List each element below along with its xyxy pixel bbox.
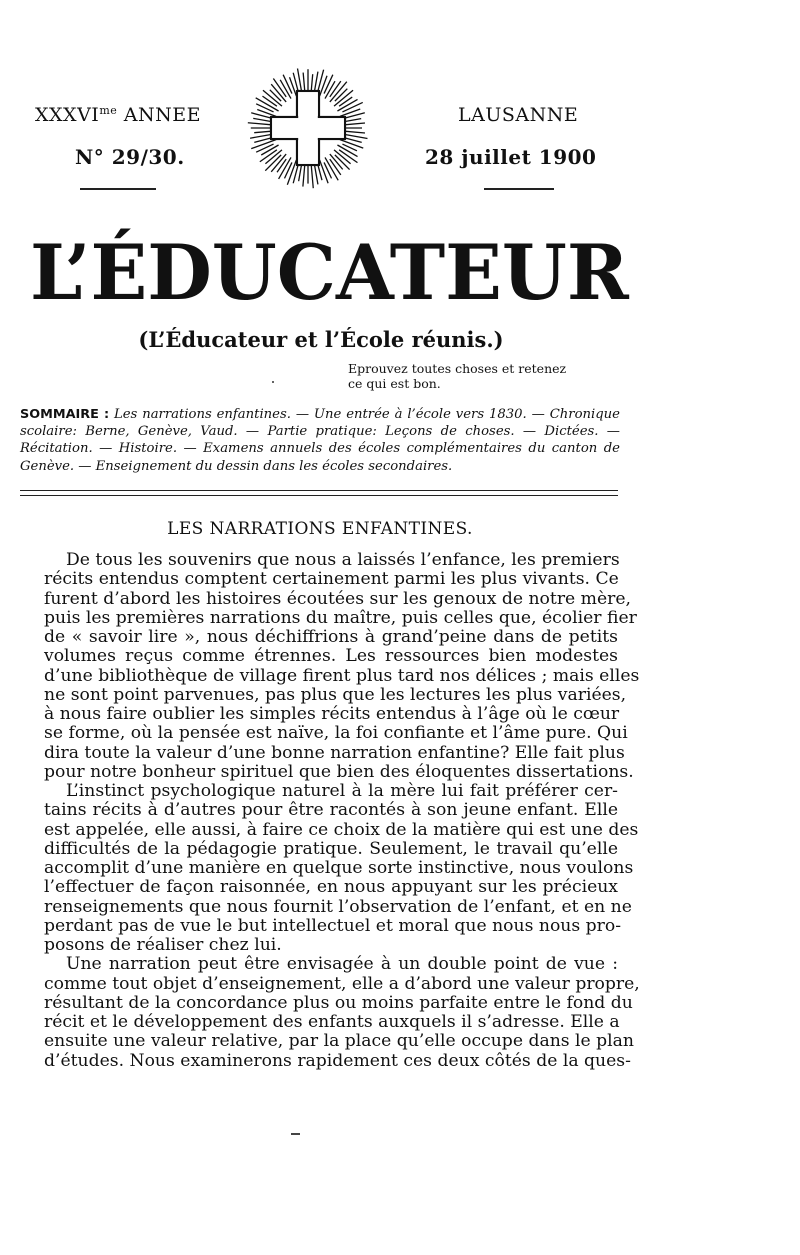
sommaire-label: SOMMAIRE : (20, 407, 110, 422)
issue-number: N° 29/30. (75, 145, 185, 169)
sunburst-ray (346, 123, 365, 125)
sunburst-ray (311, 74, 312, 90)
article-line: d’études. Nous examinerons rapidement ces deux côtés de la ques- (44, 1050, 631, 1071)
sunburst-ray (270, 90, 281, 101)
sunburst-ray (248, 123, 270, 125)
motto-line: ce qui est bon. (348, 376, 441, 391)
article-paragraph (20, 954, 640, 1071)
article-line: posons de réaliser chez lui. (44, 935, 282, 955)
section-divider (20, 490, 618, 496)
article-line: L’instinct psychologique naturel à la mère lui fait préférer cer- (66, 781, 618, 801)
article-line: perdant pas de vue le but intellectuel et moral que nous nous pro- (44, 915, 622, 936)
article-line: est appelée, elle aussi, à faire ce choix de la matière qui est une des (44, 819, 639, 840)
sunburst-ray (346, 131, 365, 133)
article-line: de « savoir lire », nous déchiffrions à grand’peine dans de petits (44, 627, 618, 647)
sunburst-ray (339, 97, 352, 106)
masthead-subtitle: (L’Éducateur et l’École réunis.) (138, 327, 504, 352)
article-line: De tous les souvenirs que nous a laissés l’enfance, les premiers (66, 550, 620, 570)
article-body (20, 550, 640, 1071)
article-line: d’une bibliothèque de village firent plus tard nos délices ; mais elles (44, 665, 640, 686)
sunburst-ray (311, 166, 313, 188)
article-line: récits entendus comptent certainement parmi les plus vivants. Ce (44, 569, 619, 590)
article-paragraph (20, 550, 640, 782)
sommaire-text: Les narrations enfantines. — Une entrée à l’école vers 1830. — Chronique scolaire: Berne, Genève, Vaud. — Partie pratique: Leçons de choses. — Dictées. — Récitation. — Histoire. — Examens annuels des écoles complémentaires du canton de Genève. — Enseignement du dessin dans les écoles secondaires. (20, 407, 620, 474)
article-line: résultant de la concordance plus ou moins parfaite entre le fond du (44, 992, 633, 1013)
article-paragraph (20, 781, 639, 955)
article-line: ne sont point parvenues, pas plus que les lectures les plus variées, (44, 684, 627, 705)
sunburst-ray (303, 73, 305, 91)
article-title: LES NARRATIONS ENFANTINES. (167, 519, 473, 539)
sunburst-ray (335, 89, 347, 101)
table-of-contents (20, 406, 620, 475)
article-line: l’effectuer de façon raisonnée, en nous appuyant sur les précieux (44, 877, 618, 898)
article-line: renseignements que nous fournit l’observation de l’enfant, et en ne (44, 896, 632, 917)
article-line: Une narration peut être envisagée à un double point de vue : (66, 954, 618, 975)
sunburst-ray (324, 75, 333, 94)
issue-date: 28 juillet 1900 (425, 145, 597, 169)
sunburst-ray (303, 166, 305, 187)
sunburst-ray (277, 159, 286, 172)
article-line: furent d’abord les histoires écoutées sur les genoux de notre mère, (44, 588, 631, 609)
motto (348, 361, 598, 391)
page-mark (291, 1133, 300, 1135)
article-line: récit et le développement des enfants auxquels il s’adresse. Elle a (44, 1012, 620, 1032)
header-divider-right (484, 188, 554, 190)
print-speck (272, 381, 274, 383)
article-line: tains récits à d’autres pour être racontés à son jeune enfant. Elle (44, 800, 618, 821)
sunburst-ray (342, 102, 362, 111)
city-name: LAUSANNE (458, 104, 579, 126)
header-divider-left (80, 188, 156, 190)
article-line: difficultés de la pédagogie pratique. Seulement, le travail qu’elle (44, 838, 618, 859)
article-line: pour notre bonheur spirituel que bien des éloquentes dissertations. (44, 761, 634, 782)
article-line: accomplit d’une manière en quelque sorte instinctive, nous voulons (44, 858, 634, 878)
sunburst-ray (283, 75, 292, 94)
sunburst-ray (262, 96, 276, 106)
article-line: se forme, où la pensée est naïve, la foi confiante et l’âme pure. Qui (44, 723, 628, 744)
sunburst-ray (318, 165, 322, 180)
motto-line: Eprouvez toutes choses et retenez (348, 361, 567, 376)
masthead-title: L’ÉDUCATEUR (30, 228, 629, 317)
article-line: volumes reçus comme étrennes. Les ressources bien modestes (44, 646, 618, 667)
article-line: ensuite une valeur relative, par la place qu’elle occupe dans le plan (44, 1031, 634, 1052)
article-line: dira toute la valeur d’une bonne narration enfantine? Elle fait plus (44, 742, 625, 763)
article-line: à nous faire oublier les simples récits entendus à l’âge où le cœur (44, 704, 620, 724)
volume-number: $XXXVI^{me}$ ANNEE (35, 104, 202, 126)
article-line: puis les premières narrations du maître, puis celles que, écolier fier (44, 607, 637, 628)
article-line: comme tout objet d’enseignement, elle a d’abord une valeur propre, (44, 973, 640, 994)
swiss-cross-sunburst-icon (245, 65, 371, 191)
sunburst-ray (254, 131, 270, 132)
